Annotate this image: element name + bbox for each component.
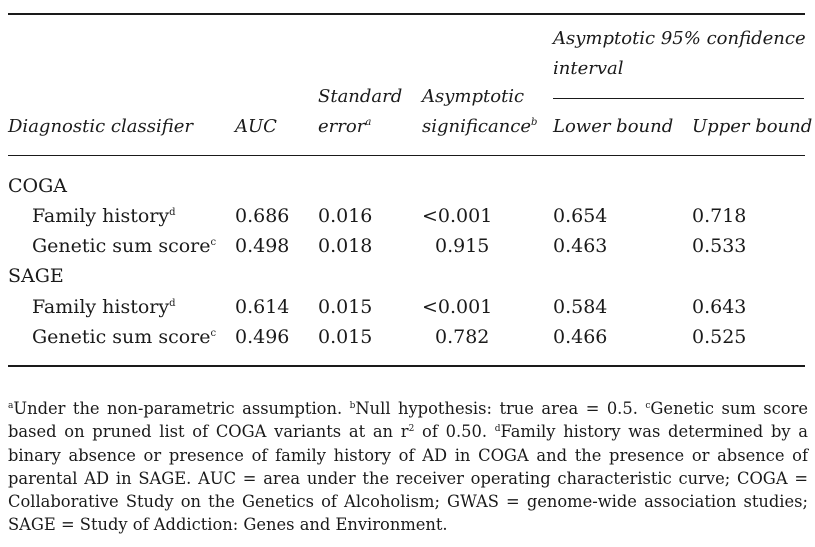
cell-upper: 0.718 [692,205,747,227]
row-label: Genetic sum score$^c$ [32,235,217,257]
header-sig-line1: Asymptotic [422,86,525,107]
table-footnote: $^a$Under the non-parametric assumption. $^b$Null hypothesis: true area = 0.5. $^c$Genetic sum score based on pruned list of COGA variants at an $r^2$ of 0.50. $^d$Family history was determined by a binary absence or presence of family history of AD in COGA and the presence or absence of parental AD in SAGE. AUC = area under the receiver operating characteristic curve; COGA = Collaborative Study on the Genetics of Alcoholism; GWAS = genome-wide association studies; SAGE = Study of Addiction: Genes and Environment. [8,399,809,535]
cell-upper: 0.533 [692,235,747,257]
row-label: Family history$^d$ [32,205,176,227]
header-ci-line1: Asymptotic 95% confidence [553,28,806,49]
cell-lower: 0.466 [553,326,608,348]
cell-lower: 0.584 [553,296,608,318]
header-ci-line2: interval [553,58,624,79]
cell-auc: 0.614 [235,296,290,318]
cell-se: 0.015 [318,326,373,348]
cell-auc: 0.498 [235,235,290,257]
ci-span-rule [553,98,804,99]
header-rule [8,155,805,156]
row-label: Genetic sum score$^c$ [32,326,217,348]
cell-se: 0.018 [318,235,373,257]
cell-sig: 0.782 [435,326,490,348]
cell-se: 0.016 [318,205,373,227]
header-upper-bound: Upper bound [692,116,813,137]
cell-auc: 0.686 [235,205,290,227]
top-rule [8,13,805,15]
header-se-line2: error$^a$ [318,116,372,137]
header-se-line1: Standard [318,86,403,107]
group-label-sage: SAGE [8,265,64,287]
bottom-rule [8,365,805,367]
cell-upper: 0.643 [692,296,747,318]
cell-sig: <0.001 [422,296,493,318]
cell-sig: <0.001 [422,205,493,227]
cell-lower: 0.654 [553,205,608,227]
cell-upper: 0.525 [692,326,747,348]
cell-auc: 0.496 [235,326,290,348]
header-lower-bound: Lower bound [553,116,674,137]
header-classifier: Diagnostic classifier [8,116,193,137]
group-label-coga: COGA [8,175,68,197]
cell-se: 0.015 [318,296,373,318]
header-auc: AUC [235,116,277,137]
row-label: Family history$^d$ [32,296,176,318]
cell-sig: 0.915 [435,235,490,257]
header-sig-line2: significance$^b$ [422,116,538,137]
cell-lower: 0.463 [553,235,608,257]
